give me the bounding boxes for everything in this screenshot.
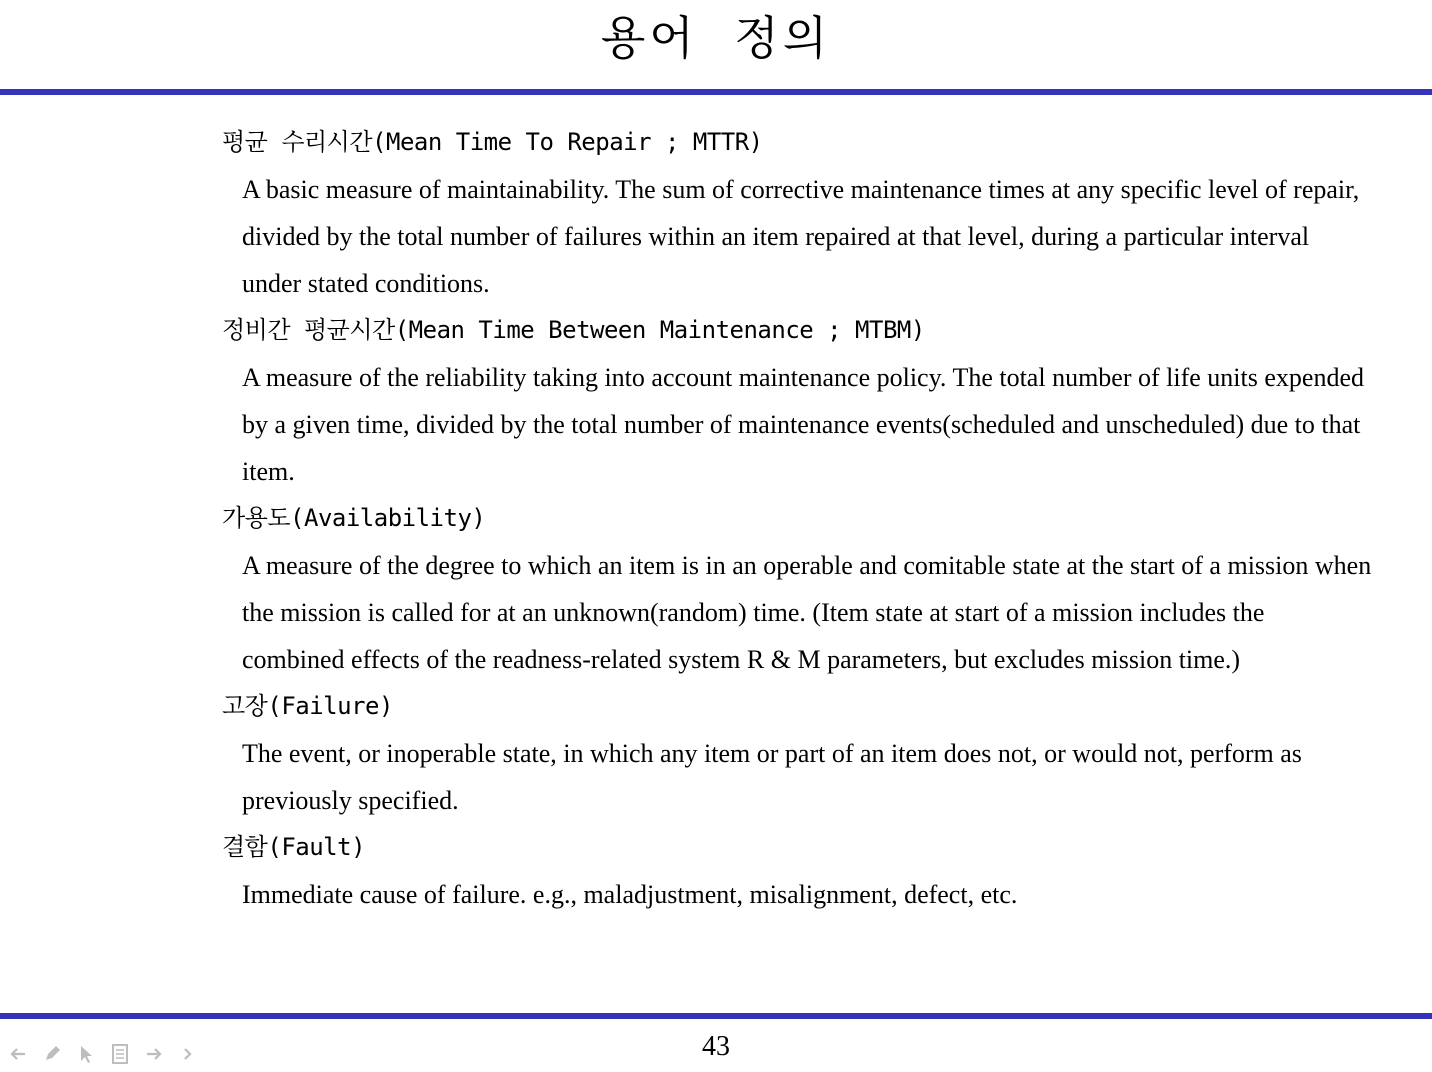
pen-icon[interactable] [40,1042,64,1066]
arrow-right-icon[interactable] [142,1042,166,1066]
definition-mttr: A basic measure of maintainability. The sum of corrective maintenance times at any specific level of repair, divided by the total number of failures within an item repaired at that level, during a particular interval under stated conditions. [242,175,1360,298]
bottom-divider [0,1013,1432,1019]
definition-fault: Immediate cause of failure. e.g., maladjustment, misalignment, defect, etc. [242,880,1018,909]
chevron-right-icon[interactable] [176,1042,200,1066]
term-mtbm: 정비간 평균시간(Mean Time Between Maintenance ; MTBM) [222,316,925,344]
definition-mtbm: A measure of the reliability taking into account maintenance policy. The total number of life units expended by a given time, divided by the total number of maintenance events(scheduled and unscheduled) due to that item. [242,363,1364,486]
term-fault: 결함(Fault) [222,833,366,861]
top-divider [0,89,1432,95]
term-availability: 가용도(Availability) [222,504,486,532]
page-number: 43 [702,1031,730,1062]
notes-icon[interactable] [108,1042,132,1066]
slide-title: 용어 정의 [600,11,832,65]
pointer-icon[interactable] [74,1042,98,1066]
term-failure: 고장(Failure) [222,692,393,720]
definition-availability: A measure of the degree to which an item is in an operable and comitable state at the start of a mission when the mission is called for at an unknown(random) time. (Item state at start of a mission includes the combined effects of the readness-related system R & M parameters, but excludes mission time.) [242,551,1372,674]
definition-failure: The event, or inoperable state, in which any item or part of an item does not, or would not, perform as previously specified. [242,739,1302,815]
slideshow-navigation [6,1042,200,1066]
arrow-left-icon[interactable] [6,1042,30,1066]
definitions-list [222,119,1372,918]
term-mttr: 평균 수리시간(Mean Time To Repair ; MTTR) [222,128,763,156]
